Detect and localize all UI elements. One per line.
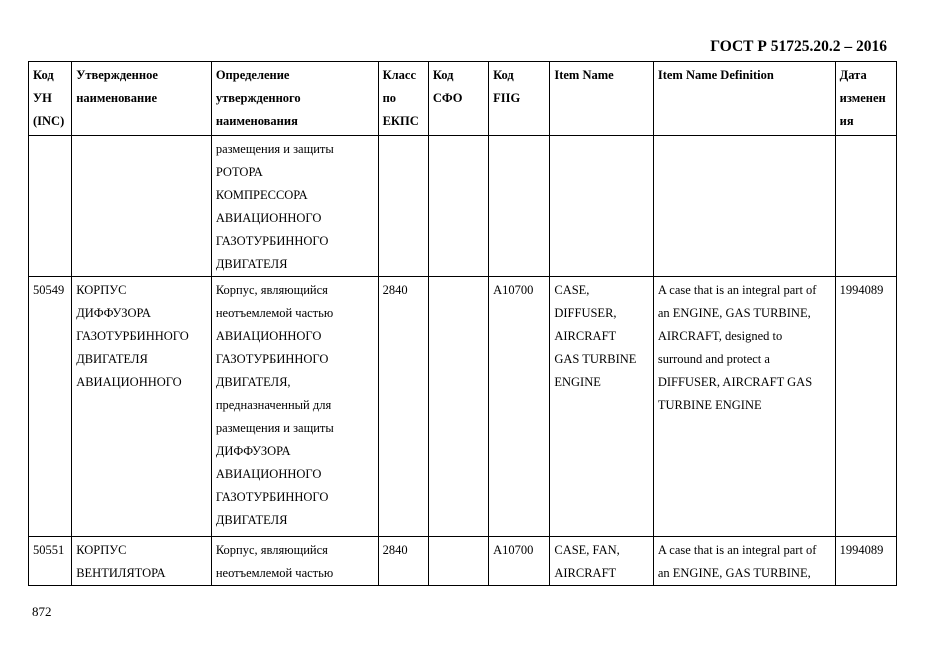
cell-line: A10700 [493,283,534,297]
cell-line: ДВИГАТЕЛЯ [215,257,288,271]
cell-line: CASE, FAN, [554,543,620,557]
cell-line: ДВИГАТЕЛЯ [76,352,148,366]
cell-line: 1994089 [839,283,884,297]
cell-line: РОТОРА [215,165,263,179]
header-line: Код [432,68,454,82]
cell-line: ДВИГАТЕЛЯ [215,513,288,527]
header-class [378,62,428,136]
cell-line: 2840 [382,283,408,297]
cell-line: AIRCRAFT [554,566,617,580]
cell-class [378,277,428,537]
header-sfo [428,62,488,136]
page-number: 872 [32,604,52,619]
cell-line: ДИФФУЗОРА [76,306,151,320]
cell-line: surround and protect a [657,352,770,366]
cell-inc [29,277,72,537]
header-line: Класс [382,68,417,82]
cell-fiig [489,136,550,277]
cell-line: GAS TURBINE [554,352,637,366]
header-line: Код [493,68,514,82]
header-item-definition [653,62,835,136]
cell-item-definition [653,537,835,586]
cell-line: CASE, [554,283,590,297]
cell-change-date [835,537,896,586]
cell-line: размещения и защиты [215,421,334,435]
cell-line: АВИАЦИОННОГО [215,329,322,343]
cell-line: TURBINE ENGINE [657,398,762,412]
header-line: (INC) [33,114,65,128]
cell-fiig [489,277,550,537]
header-line: Определение [215,68,290,82]
cell-line: 50549 [33,283,65,297]
table-row [29,277,897,537]
header-item-name [550,62,653,136]
header-line: Код [33,68,54,82]
header-inc [29,62,72,136]
cell-line: АВИАЦИОННОГО [215,211,322,225]
cell-line: ГАЗОТУРБИННОГО [76,329,189,343]
cell-line: ДИФФУЗОРА [215,444,291,458]
header-line: утвержденного [215,91,301,105]
header-line: Утвержденное [76,68,158,82]
cell-inc [29,136,72,277]
cell-item-name [550,136,653,277]
cell-line: КОМПРЕССОРА [215,188,308,202]
header-line: ЕКПС [382,114,419,128]
header-line: СФО [432,91,463,105]
cell-definition [211,136,378,277]
cell-sfo [428,277,488,537]
cell-line: DIFFUSER, AIRCRAFT GAS [657,375,813,389]
cell-line: Корпус, являющийся [215,283,328,297]
cell-line: неотъемлемой частью [215,566,334,580]
table-row [29,136,897,277]
cell-approved-name [72,537,212,586]
cell-line: КОРПУС [76,283,127,297]
cell-line: AIRCRAFT [554,329,617,343]
cell-item-name [550,277,653,537]
cell-sfo [428,537,488,586]
cell-line: an ENGINE, GAS TURBINE, [657,566,811,580]
header-fiig [489,62,550,136]
header-line: Дата [839,68,867,82]
cell-approved-name [72,277,212,537]
cell-line: КОРПУС [76,543,127,557]
header-line: по [382,91,397,105]
cell-change-date [835,136,896,277]
cell-definition [211,537,378,586]
cell-line: A case that is an integral part of [657,543,817,557]
header-line: Item Name Definition [657,68,774,82]
header-line: Item Name [554,68,614,82]
cell-line: размещения и защиты [215,142,334,156]
cell-sfo [428,136,488,277]
cell-change-date [835,277,896,537]
cell-line: ENGINE [554,375,601,389]
cell-line: AIRCRAFT, designed to [657,329,783,343]
cell-line: ГАЗОТУРБИННОГО [215,352,329,366]
cell-approved-name [72,136,212,277]
nomenclature-table [28,61,897,586]
cell-line: Корпус, являющийся [215,543,328,557]
cell-item-definition [653,277,835,537]
cell-item-definition [653,136,835,277]
cell-line: ДВИГАТЕЛЯ, [215,375,291,389]
document-code: ГОСТ Р 51725.20.2 – 2016 [710,38,887,55]
cell-definition [211,277,378,537]
header-line: наименования [215,114,298,128]
cell-line: A10700 [493,543,534,557]
header-line: УН [33,91,52,105]
cell-line: 50551 [33,543,65,557]
header-change-date [835,62,896,136]
cell-line: DIFFUSER, [554,306,617,320]
cell-line: ГАЗОТУРБИННОГО [215,490,329,504]
header-definition [211,62,378,136]
cell-line: ГАЗОТУРБИННОГО [215,234,329,248]
cell-line: ВЕНТИЛЯТОРА [76,566,166,580]
cell-line: an ENGINE, GAS TURBINE, [657,306,811,320]
cell-line: 1994089 [839,543,884,557]
header-line: изменен [839,91,886,105]
cell-class [378,537,428,586]
cell-line: АВИАЦИОННОГО [76,375,182,389]
cell-line: предназначенный для [215,398,332,412]
cell-line: 2840 [382,543,408,557]
cell-line: A case that is an integral part of [657,283,817,297]
cell-class [378,136,428,277]
cell-item-name [550,537,653,586]
header-approved-name [72,62,212,136]
cell-line: неотъемлемой частью [215,306,334,320]
cell-inc [29,537,72,586]
cell-fiig [489,537,550,586]
header-line: наименование [76,91,157,105]
cell-line: АВИАЦИОННОГО [215,467,322,481]
table-header-row [29,62,897,136]
table-row [29,537,897,586]
header-line: FIIG [493,91,521,105]
header-line: ия [839,114,854,128]
